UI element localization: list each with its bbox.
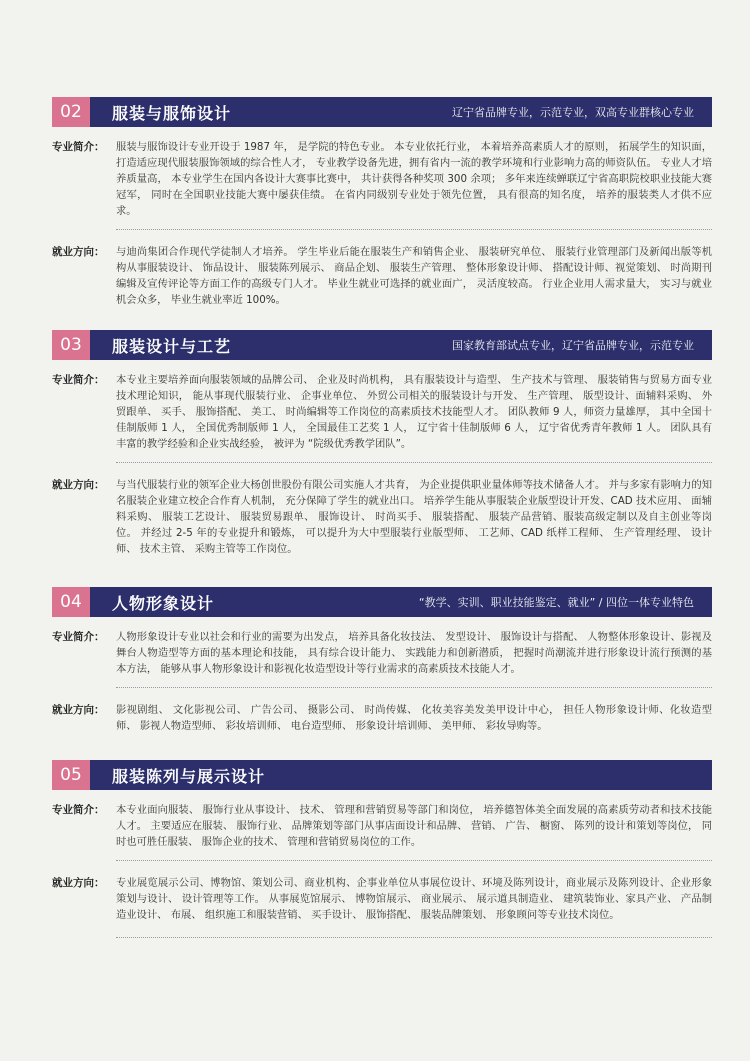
- divider: [116, 229, 712, 230]
- career-block: [52, 875, 712, 923]
- section-subtitle: 辽宁省品牌专业，示范专业，双高专业群核心专业: [452, 106, 694, 119]
- divider: [116, 462, 712, 463]
- section-header: [52, 330, 712, 360]
- intro-label: 专业简介：: [52, 804, 105, 816]
- section-title: 服装陈列与展示设计: [112, 766, 266, 786]
- career-label: 就业方向：: [52, 704, 105, 716]
- intro-text: 服装与服饰设计专业开设于 1987 年， 是学院的特色专业。 本专业依托行业， 本着培养高素质人才的原则， 拓展学生的知识面， 打造适应现代服装服饰领域的综合性人才， 专业教学设备先进，拥有省内一流的教学环境和行业影响力高的师资队伍。 专业人才培养质量高， 本专业学生在国内各设计大赛事比赛中， 共计获得各种奖项 300 余项； 多年来连续蝉联辽宁省高职院校职业技能大赛冠军， 同时在全国职业技能大赛中屡获佳绩。 在省内同级别专业处于领先位置， 具有很高的知名度， 培养的服装类人才供不应求。: [116, 141, 712, 217]
- career-text: 与当代服装行业的领军企业大杨创世股份有限公司实施人才共育， 为企业提供职业量体师等技术储备人才。 并与多家有影响力的知名服装企业建立校企合作育人机制， 充分保障了学生的就业出口。 培养学生能从事服装企业版型设计开发、CAD 技术应用、 面辅料采购、 服装工艺设计、 服装贸易跟单、 服饰设计、 时尚买手、 服装搭配、 服装产品营销、服装高级定制以及自主创业等岗位。 并经过 2-5 年的专业提升和锻炼， 可以提升为大中型服装行业版型师、 工艺师、CAD 纸样工程师、 生产管理经理、 设计师、 技术主管、 采购主管等工作岗位。: [116, 479, 712, 555]
- section-header: [52, 587, 712, 617]
- intro-block: [52, 802, 712, 850]
- section-number: 04: [52, 587, 90, 617]
- intro-block: [52, 629, 712, 677]
- section-header: [52, 760, 712, 790]
- divider: [116, 860, 712, 861]
- section-02: [52, 97, 712, 308]
- section-title-bar: [90, 760, 712, 790]
- section-title: 服装设计与工艺: [112, 336, 232, 356]
- section-subtitle: “教学、实训、职业技能鉴定、就业” / 四位一体专业特色: [418, 596, 694, 609]
- career-text: 影视剧组、 文化影视公司、 广告公司、 摄影公司、 时尚传媒、 化妆美容美发美甲设计中心， 担任人物形象设计师、化妆造型师、 影视人物造型师、 彩妆培训师、 电台造型师、 形象设计培训师、 美甲师、 彩妆导购等。: [116, 704, 712, 732]
- career-block: [52, 477, 712, 557]
- intro-text: 本专业主要培养面向服装领域的品牌公司、 企业及时尚机构， 具有服装设计与造型、 生产技术与管理、 服装销售与贸易方面专业技术理论知识， 能从事现代服装行业、 企事业单位、 外贸公司相关的服装设计与开发、 生产管理、 版型设计、面辅料采购、 外贸跟单、 买手、 服饰搭配、 美工、 时尚编辑等工作岗位的高素质技术技能型人才。 团队教师 9 人，师资力量雄厚， 其中全国十佳制版师 1 人， 全国优秀制版师 1 人， 全国最佳工艺奖 1 人， 辽宁省十佳制版师 6 人， 辽宁省优秀青年教师 1 人。 团队具有丰富的教学经验和企业实战经验， 被评为 “院级优秀教学团队”。: [116, 374, 712, 450]
- section-number: 03: [52, 330, 90, 360]
- intro-label: 专业简介：: [52, 374, 105, 386]
- intro-text: 本专业面向服装、 服饰行业从事设计、 技术、 管理和营销贸易等部门和岗位， 培养德智体美全面发展的高素质劳动者和技术技能人才。 主要适应在服装、 服饰行业、 品牌策划等部门从事店面设计和品牌、 营销、 广告、 橱窗、 陈列的设计和策划等岗位， 同时也可胜任服装、 服饰企业的技术、 管理和营销贸易岗位的工作。: [116, 804, 712, 848]
- section-title: 人物形象设计: [112, 593, 215, 613]
- section-title-bar: [90, 97, 712, 127]
- section-03: [52, 330, 712, 557]
- section-subtitle: 国家教育部试点专业，辽宁省品牌专业，示范专业: [452, 339, 694, 352]
- divider: [116, 937, 712, 938]
- section-title: 服装与服饰设计: [112, 103, 232, 123]
- intro-text: 人物形象设计专业以社会和行业的需要为出发点， 培养具备化妆技法、 发型设计、 服饰设计与搭配、 人物整体形象设计、影视及舞台人物造型等方面的基本理论和技能， 具有综合设计能力、 实践能力和创新潜质， 把握时尚潮流并进行形象设计流行预测的基本方法， 能够从事人物形象设计和影视化妆造型设计等行业需求的高素质技术技能人才。: [116, 631, 712, 675]
- career-block: [52, 702, 712, 734]
- section-05: [52, 760, 712, 938]
- intro-block: [52, 139, 712, 219]
- intro-label: 专业简介：: [52, 141, 105, 153]
- intro-block: [52, 372, 712, 452]
- career-label: 就业方向：: [52, 877, 105, 889]
- divider: [116, 687, 712, 688]
- career-label: 就业方向：: [52, 246, 105, 258]
- section-04: [52, 587, 712, 734]
- career-block: [52, 244, 712, 308]
- career-text: 与迪尚集团合作现代学徒制人才培养。 学生毕业后能在服装生产和销售企业、 服装研究单位、 服装行业管理部门及新闻出版等机构从事服装设计、 饰品设计、 服装陈列展示、 商品企划、 服装生产管理、 整体形象设计师、 搭配设计师、视觉策划、 时尚期刊编辑及宣传评论等方面工作的高级专门人才。 毕业生就业可选择的就业面广， 灵活度较高。 行业企业用人需求量大， 实习与就业机会众多， 毕业生就业率近 100%。: [116, 246, 712, 306]
- section-title-bar: [90, 587, 712, 617]
- section-header: [52, 97, 712, 127]
- career-text: 专业展览展示公司、博物馆、策划公司、商业机构、企事业单位从事展位设计、环境及陈列设计，商业展示及陈列设计、企业形象策划与设计、 设计管理等工作。 从事展览馆展示、 博物馆展示、 商业展示、 展示道具制造业、 建筑装饰业、家具产业、 产品制造业设计、 布展、 组织施工和服装营销、 买手设计、 服饰搭配、 服装品牌策划、 形象顾问等专业技术岗位。: [116, 877, 712, 921]
- intro-label: 专业简介：: [52, 631, 105, 643]
- section-title-bar: [90, 330, 712, 360]
- section-number: 02: [52, 97, 90, 127]
- section-number: 05: [52, 760, 90, 790]
- career-label: 就业方向：: [52, 479, 105, 491]
